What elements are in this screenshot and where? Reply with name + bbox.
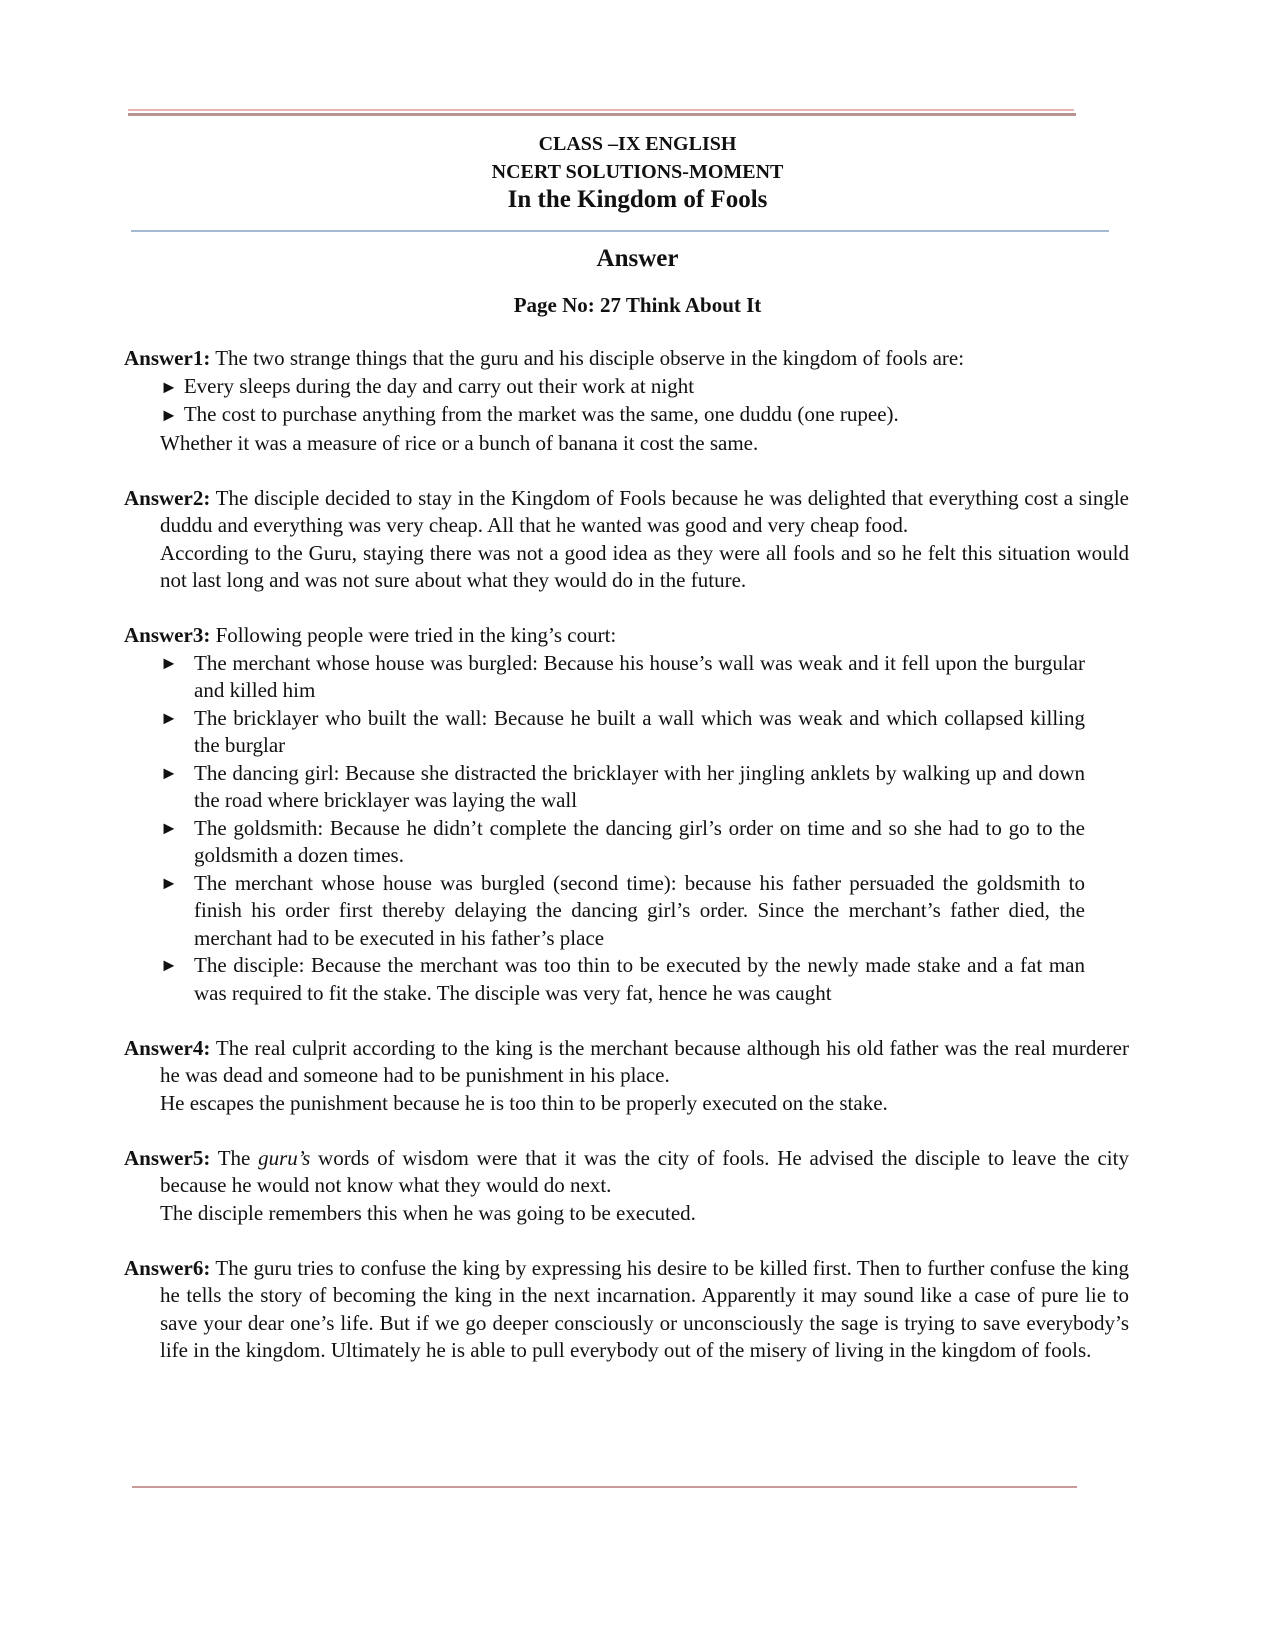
triangle-right-icon: ► [160, 707, 178, 728]
answer-6-text: The guru tries to confuse the king by expressing his desire to be killed first. Then to further confuse the king he tells the story of becoming the king in the next incarnation. Apparently it may sound like a case of pure lie to save your dear one’s life. But if we go deeper consciously or unconsciously the sage is trying to save everybody’s life in the kingdom. Ultimately he is able to pull everybody out of the misery of living in the kingdom of fools. [160, 1255, 1129, 1362]
answer-heading: Answer [596, 245, 679, 272]
answer-1-text: The two strange things that the guru and his disciple observe in the kingdom of fools are: [210, 346, 965, 370]
page-label: Page No: 27 Think About It [513, 293, 762, 317]
answer-6-label: Answer6: [124, 1255, 211, 1280]
answer-3-text: Following people were tried in the king’s court: [210, 623, 617, 647]
bullet-text: Every sleeps during the day and carry out their work at night [183, 373, 695, 398]
bullet-text: The goldsmith: Because he didn’t complete the dancing girl’s order on time and so she had to go to the goldsmith a dozen times. [194, 815, 1085, 867]
answer-1-intro [124, 345, 1129, 373]
culprit-list [124, 650, 1085, 1008]
answer-5-italic: guru’s [258, 1145, 311, 1170]
list-item [160, 650, 1085, 705]
triangle-right-icon: ► [160, 652, 178, 673]
list-item [160, 705, 1085, 760]
bullet-text: The dancing girl: Because she distracted the bricklayer with her jingling anklets by walking up and down the road where bricklayer was laying the wall [194, 760, 1085, 812]
class-heading: CLASS –IX ENGLISH [538, 133, 737, 155]
triangle-right-icon: ► [160, 405, 178, 425]
answer-5 [124, 1145, 1129, 1228]
triangle-right-icon: ► [160, 762, 178, 783]
bullet-text: The merchant whose house was burgled: Because his house’s wall was weak and it fell upon the burgular and killed him [194, 650, 1085, 702]
list-item [160, 815, 1085, 870]
answer-4 [124, 1035, 1129, 1118]
triangle-right-icon: ► [160, 955, 178, 975]
triangle-right-icon: ► [160, 872, 178, 893]
header-rule-top-dark [128, 113, 1076, 116]
triangle-right-icon: ► [160, 376, 178, 397]
answer-4-para [124, 1035, 1129, 1090]
answer-2-para [124, 485, 1129, 540]
answer-1-label: Answer1: [124, 346, 211, 370]
list-item [160, 952, 1085, 1007]
answer-3-label: Answer3: [124, 623, 211, 647]
answer-5-para [124, 1145, 1129, 1200]
answer-4-label: Answer4: [124, 1035, 211, 1060]
answer-5-label: Answer5: [124, 1145, 211, 1170]
answer-4-after: He escapes the punishment because he is too thin to be properly executed on the stake. [160, 1090, 888, 1115]
answer-6 [124, 1255, 1129, 1365]
bullet-text: The merchant whose house was burgled (second time): because his father persuaded the goldsmith to finish his order first thereby delaying the dancing girl’s order. Since the merchant’s father died, the merchant had to be executed in his father’s place [194, 870, 1085, 950]
bullet-text: The bricklayer who built the wall: Because he built a wall which was weak and which collapsed killing the burglar [194, 705, 1085, 757]
list-item [124, 373, 1129, 402]
answer-2-text: The disciple decided to stay in the Kingdom of Fools because he was delighted that everything cost a single duddu and everything was very cheap. All that he wanted was good and very cheap food. [160, 485, 1129, 537]
answer-5-pre: The [210, 1145, 259, 1170]
answer-1 [124, 345, 1129, 457]
answer-4-text: The real culprit according to the king is the merchant because although his old father was the real murderer he was dead and someone had to be punishment in his place. [160, 1035, 1129, 1087]
triangle-right-icon: ► [160, 817, 178, 838]
answer-2-label: Answer2: [124, 485, 211, 510]
answers-body [124, 345, 1129, 1392]
header-rule-top-light [128, 109, 1074, 111]
chapter-title: In the Kingdom of Fools [507, 186, 768, 213]
answer-5-text: words of wisdom were that it was the city of fools. He advised the disciple to leave the city because he would not know what they would do next. [160, 1145, 1129, 1197]
list-item [160, 870, 1085, 953]
footer-rule [132, 1486, 1077, 1488]
title-rule [131, 230, 1109, 232]
answer-6-para [124, 1255, 1129, 1365]
answer-2-after: According to the Guru, staying there was not a good idea as they were all fools and so he felt this situation would not last long and was not sure about what they would do in the future. [160, 540, 1129, 592]
answer-1-after: Whether it was a measure of rice or a bunch of banana it cost the same. [160, 430, 759, 455]
bullet-text: The disciple: Because the merchant was too thin to be executed by the newly made stake and a fat man was required to fit the stake. The disciple was very fat, hence he was caught [194, 953, 1085, 1005]
answer-2 [124, 485, 1129, 595]
answer-5-after: The disciple remembers this when he was going to be executed. [160, 1200, 696, 1225]
list-item [160, 760, 1085, 815]
bullet-text: The cost to purchase anything from the market was the same, one duddu (one rupee). [183, 402, 899, 426]
ncert-heading: NCERT SOLUTIONS-MOMENT [491, 161, 784, 183]
list-item [124, 401, 1129, 430]
answer-3 [124, 622, 1129, 1007]
answer-3-intro [124, 622, 1129, 650]
